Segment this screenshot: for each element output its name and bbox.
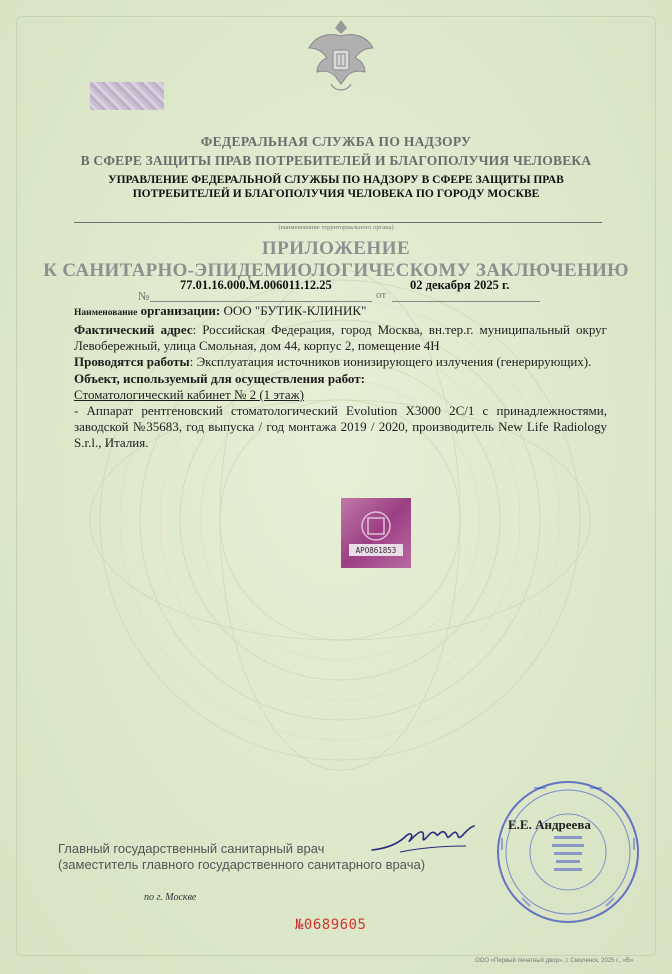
handwritten-signature bbox=[370, 818, 490, 860]
number-label: № bbox=[138, 289, 150, 303]
conclusion-number: 77.01.16.000.М.006011.12.25 bbox=[180, 278, 332, 292]
signatory-position: Главный государственный санитарный врач bbox=[58, 841, 325, 856]
official-round-stamp bbox=[494, 778, 642, 926]
document-body bbox=[74, 303, 607, 451]
printer-imprint: ООО «Первый печатный двор», г. Смоленск, 2025 г., «В» bbox=[475, 958, 634, 964]
organization-line bbox=[74, 303, 607, 321]
signatory-position-alt: (заместитель главного государственного санитарного врача) bbox=[58, 857, 426, 872]
works-paragraph bbox=[74, 354, 607, 370]
document-title: ПРИЛОЖЕНИЕ bbox=[261, 238, 411, 259]
city-label: по г. Москве bbox=[144, 892, 197, 903]
department-line2: ПОТРЕБИТЕЛЕЙ И БЛАГОПОЛУЧИЯ ЧЕЛОВЕКА ПО ГОРОДУ МОСКВЕ bbox=[132, 188, 540, 200]
security-strip bbox=[90, 82, 164, 110]
address-label: Фактический адрес bbox=[74, 322, 193, 337]
object-value: Стоматологический кабинет № 2 (1 этаж) bbox=[74, 387, 304, 402]
signer-name: Е.Е. Андреева bbox=[508, 817, 591, 832]
address-value: : Российская Федерация, город Москва, вн.тер.г. муниципальный округ Левобережный, улица Смольная, дом 44, корпус 2, помещение 4Н bbox=[74, 322, 607, 353]
organization-label-small: Наименование bbox=[74, 308, 138, 318]
department-caption: (наименование территориального органа) bbox=[278, 224, 394, 231]
date-underline bbox=[392, 301, 540, 302]
organization-label: организации: bbox=[140, 303, 221, 318]
form-serial-number: №0689605 bbox=[295, 917, 367, 933]
organization-value: ООО "БУТИК-КЛИНИК" bbox=[223, 303, 367, 318]
department-line1: УПРАВЛЕНИЕ ФЕДЕРАЛЬНОЙ СЛУЖБЫ ПО НАДЗОРУ В СФЕРЕ ЗАЩИТЫ ПРАВ bbox=[108, 174, 564, 186]
department-underline bbox=[74, 222, 602, 223]
agency-name-line2: В СФЕРЕ ЗАЩИТЫ ПРАВ ПОТРЕБИТЕЛЕЙ И БЛАГОПОЛУЧИЯ ЧЕЛОВЕКА bbox=[80, 153, 592, 168]
document-subtitle: К САНИТАРНО-ЭПИДЕМИОЛОГИЧЕСКОМУ ЗАКЛЮЧЕНИЮ bbox=[43, 260, 629, 281]
security-hologram bbox=[341, 498, 411, 568]
hologram-code: АРО861853 bbox=[355, 546, 397, 555]
date-label: от bbox=[376, 289, 387, 301]
works-label: Проводятся работы bbox=[74, 354, 190, 369]
object-label: Объект, используемый для осуществления работ: bbox=[74, 371, 365, 386]
conclusion-date: 02 декабря 2025 г. bbox=[410, 278, 510, 292]
equipment-description: - Аппарат рентгеновский стоматологический Evolution X3000 2C/1 с принадлежностями, заводской №35683, год выпуска / год монтажа 2019 / 2020, производитель New Life Radiology S.r.l., Италия. bbox=[74, 403, 607, 450]
address-paragraph bbox=[74, 322, 607, 354]
number-underline bbox=[150, 301, 372, 302]
works-value: : Эксплуатация источников ионизирующего излучения (генерирующих). bbox=[189, 354, 592, 369]
coat-of-arms-emblem bbox=[301, 14, 381, 104]
agency-name-line1: ФЕДЕРАЛЬНАЯ СЛУЖБА ПО НАДЗОРУ bbox=[200, 134, 472, 149]
